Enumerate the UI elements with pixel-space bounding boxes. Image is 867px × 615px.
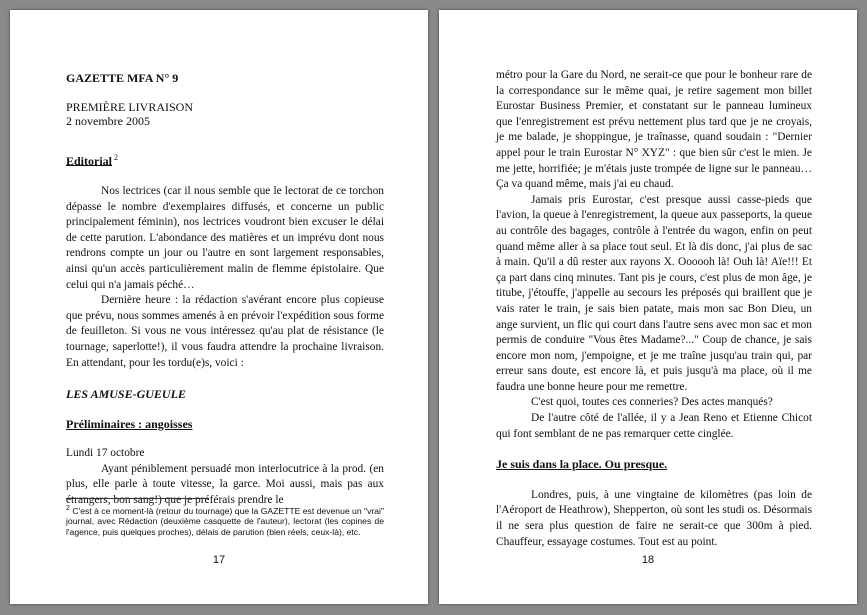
footnote-divider <box>66 498 209 499</box>
narrative-paragraph-3: C'est quoi, toutes ces conneries? Des actes manqués? <box>531 396 773 409</box>
page-right-body <box>496 68 812 550</box>
page-left-body <box>66 71 384 509</box>
page-left <box>10 10 428 604</box>
editorial-paragraph-2: Dernière heure : la rédaction s'avérant encore plus copieuse que prévu, nous sommes amenés à en prévoir l'expédition sous forme de feuilleton. Si vous ne vous intéressez qu'au plat de résistance (le tournage, saperlotte!), il vous faudra attendre la prochaine livraison. En attendant, pour les tordu(e)s, voici : <box>66 294 384 369</box>
issue-line: PREMIÈRE LIVRAISON <box>66 99 194 114</box>
footnote <box>66 504 384 537</box>
page-number: 17 <box>212 554 226 566</box>
narrative-paragraph: Ayant péniblement persuadé mon interlocutrice à la prod. (en plus, elle parle à toute vitesse, la garce. Moi aussi, mais pas aux étrangers, bon sang!) que je préférais prendre le <box>66 462 384 507</box>
footnote-number: 2 <box>66 505 70 512</box>
footnote-ref[interactable]: 2 <box>114 152 119 162</box>
date-entry: Lundi 17 octobre <box>66 447 145 460</box>
gazette-title: GAZETTE MFA N° 9 <box>66 71 179 85</box>
editorial-heading: Editorial <box>66 153 113 168</box>
editorial-heading-line <box>66 150 384 170</box>
page-number: 18 <box>641 554 655 566</box>
editorial-paragraph-1: Nos lectrices (car il nous semble que le lectorat de ce torchon dépasse le nombre d'exemplaires diffusés, et concerne un public principalement féminin), nos lectrices voudront bien excuser le délai de cette parution. L'abondance des matières et un imprévu dont nous rendrons compte un jour ou l'autre en sont largement responsables, ainsi qu'un accès particulièrement malin de flemme épistolaire. Que celui qui n'a jamais péché… <box>66 184 384 291</box>
page-right <box>439 10 857 604</box>
subheading-place: Je suis dans la place. Ou presque. <box>496 457 668 472</box>
date-line: 2 novembre 2005 <box>66 113 150 128</box>
section-title: LES AMUSE-GUEULE <box>66 387 186 402</box>
footnote-text: C'est à ce moment-là (retour du tournage) que la GAZETTE est devenue un "vrai" journal, avec Rédaction (deuxième casquette de l'auteur), lectorat (les copines de l'agence, puis quelques proches), délais de parution (bien réels, ceux-là), etc. <box>66 505 384 537</box>
narrative-paragraph-1: métro pour la Gare du Nord, ne serait-ce que pour le bonheur rare de la correspondance sur le même quai, je retire sagement mon billet Eurostar Business Premier, et constatant sur le panneau lumineux que l'enregistrement est prévu nettement plus tard que je ne croyais, je me balade, je shoppingue, je traînasse, quand soudain : "Dernier appel pour le train Eurostar N° XYZ" : que bien sûr c'est le mien. Je me jette, horrifiée; je m'étais juste trompée de ligne sur le panneau…Ça va quand même, mais j'ai eu chaud. <box>496 69 812 191</box>
narrative-paragraph-4: De l'autre côté de l'allée, il y a Jean Reno et Etienne Chicot qui font semblant de ne pas remarquer cette cinglée. <box>496 412 812 440</box>
narrative-paragraph-2: Jamais pris Eurostar, c'est presque aussi casse-pieds que l'avion, la queue à l'enregistrement, la queue aux passeports, la queue au contrôle des bagages, contrôle à l'entrée du wagon, enfin on peut quand même aller à sa place tout seul. Et là dis donc, j'ai plus de sac à main. Qu'il a dû rester aux rayons X. Oooooh là! Ouh là! Aïe!!! Et ça part dans cinq minutes. Tant pis je cours, c'est plus de mon âge, je titube, j'étouffe, j'appelle au secours les préposés qui braillent que je vais rater le train, je sais bien patate, mais mon sac Bon Dieu, un ange survient, un flic qui court dans l'autre sens avec mon sac et mon permis de conduire "Vous êtes Madame?..." Coup de chance, je sais encore mon nom, j'empoigne, et je me traîne jusqu'au train qui, par erreur sans doute, est encore là, et puis jusqu'à ma place, où il me faudra une bonne heure pour me remettre. <box>496 193 812 393</box>
narrative-paragraph-5: Londres, puis, à une vingtaine de kilomètres (pas loin de l'Aéroport de Heathrow), Shepperton, où sont les studi os. Désormais il ne sera plus question de faire ne serait-ce que 300m à pied. Chauffeur, essayage costumes. Tout est au point. <box>496 488 812 548</box>
subheading-preliminaires: Préliminaires : angoisses <box>66 416 193 431</box>
